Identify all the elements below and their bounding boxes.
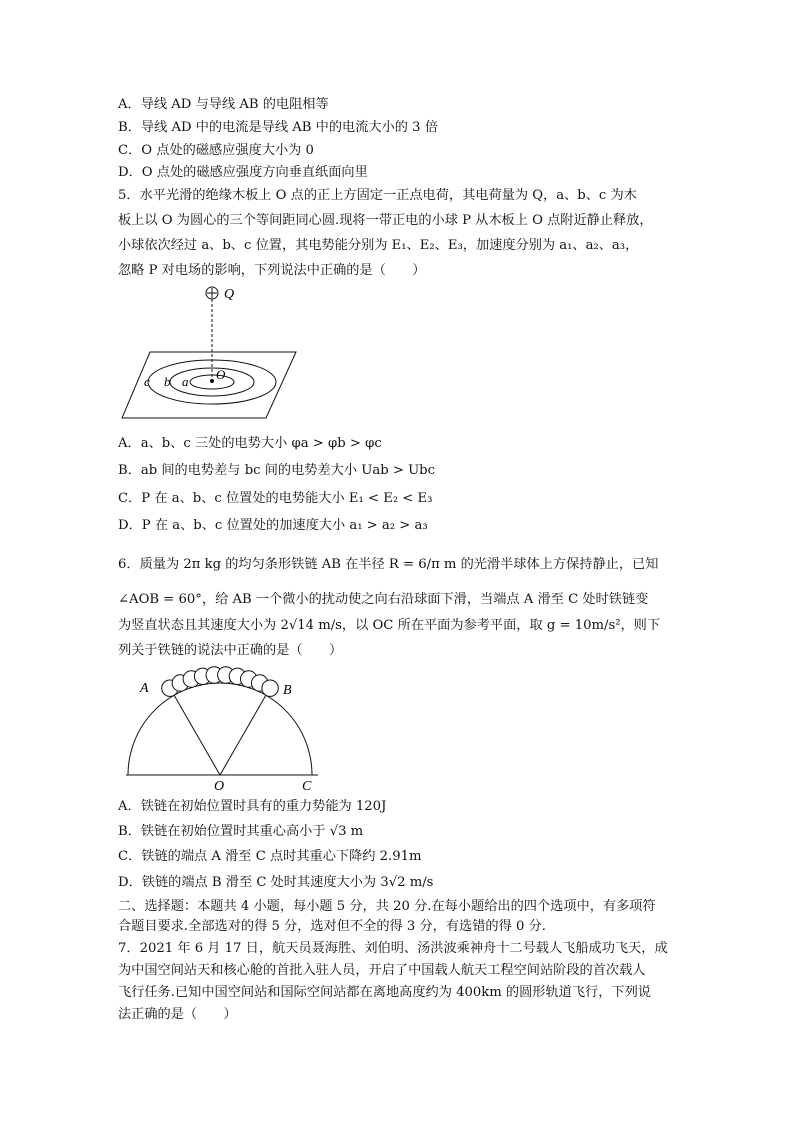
- q6-option-d: D．铁链的端点 B 滑至 C 处时其速度大小为 3√2 m/s: [118, 875, 434, 890]
- q4-option-c: C．O 点处的磁感应强度大小为 0: [118, 143, 314, 158]
- q6-figure: [118, 662, 328, 792]
- label-O: O: [214, 779, 225, 792]
- q6-stem-line-4: 列关于铁链的说法中正确的是（ ）: [118, 643, 343, 658]
- radius-oa: [174, 695, 220, 775]
- q5-stem-line-2: 板上以 O 为圆心的三个等间距同心圆.现将一带正电的小球 P 从木板上 O 点附近静止释放，: [118, 213, 653, 228]
- q4-option-b: B．导线 AD 中的电流是导线 AB 中的电流大小的 3 倍: [118, 120, 438, 135]
- q5-option-a: A．a、b、c 三处的电势大小 φa > φb > φc: [118, 436, 382, 451]
- q5-figure: [118, 282, 308, 422]
- q7-stem-line-4: 法正确的是（ ）: [118, 1007, 237, 1022]
- section-2-line-1: 二、选择题：本题共 4 小题，每小题 5 分，共 20 分.在每小题给出的四个选项中，有多项符: [118, 899, 656, 914]
- label-C: C: [302, 779, 312, 792]
- q4-option-a: A．导线 AD 与导线 AB 的电阻相等: [118, 97, 329, 112]
- q5-stem-line-3: 小球依次经过 a、b、c 位置，其电势能分别为 E₁、E₂、E₃，加速度分别为 a₁、a₂、a₃，: [118, 238, 639, 253]
- q6-stem-line-2: ∠AOB = 60°，给 AB 一个微小的扰动使之向右沿球面下滑，当端点 A 滑至 C 处时铁链变: [118, 592, 649, 607]
- radius-ob: [220, 695, 266, 775]
- q5-option-c: C．P 在 a、b、c 位置处的电势能大小 E₁ < E₂ < E₃: [118, 491, 433, 506]
- center-label: O: [216, 367, 226, 382]
- label-a: a: [182, 374, 189, 389]
- q6-option-b: B．铁链在初始位置时其重心高小于 √3 m: [118, 824, 364, 839]
- label-b: b: [164, 374, 171, 389]
- q5-option-b: B．ab 间的电势差与 bc 间的电势差大小 Uab > Ubc: [118, 463, 436, 478]
- q7-stem-line-1: 7．2021 年 6 月 17 日，航天员聂海胜、刘伯明、汤洪波乘神舟十二号载人飞船成功飞天，成: [118, 941, 668, 956]
- q4-option-d: D．O 点处的磁感应强度方向垂直纸面向里: [118, 165, 368, 180]
- chain: [162, 667, 279, 697]
- q6-option-c: C．铁链的端点 A 滑至 C 点时其重心下降约 2.91m: [118, 849, 422, 864]
- q7-stem-line-2: 为中国空间站天和核心舱的首批入驻人员，开启了中国载人航天工程空间站阶段的首次载人: [118, 963, 646, 978]
- q6-stem-line-1: 6．质量为 2π kg 的均匀条形铁链 AB 在半径 R = 6/π m 的光滑半球体上方保持静止，已知: [118, 557, 659, 572]
- q6-option-a: A．铁链在初始位置时具有的重力势能为 120J: [118, 799, 387, 814]
- center-dot: [210, 379, 214, 383]
- charge-label: Q: [224, 287, 235, 302]
- q5-stem-line-4: 忽略 P 对电场的影响，下列说法中正确的是（ ）: [118, 263, 426, 278]
- chain-bead: [262, 680, 278, 696]
- label-B: B: [283, 683, 292, 698]
- q5-option-d: D．P 在 a、b、c 位置处的加速度大小 a₁ > a₂ > a₃: [118, 518, 428, 533]
- label-A: A: [140, 681, 149, 696]
- q6-stem-line-3: 为竖直状态且其速度大小为 2√14 m/s，以 OC 所在平面为参考平面，取 g = 10m/s²，则下: [118, 618, 661, 633]
- q5-stem-line-1: 5．水平光滑的绝缘木板上 O 点的正上方固定一正点电荷，其电荷量为 Q，a、b、c 为木: [118, 188, 637, 203]
- section-2-line-2: 合题目要求.全部选对的得 5 分，选对但不全的得 3 分，有选错的得 0 分.: [118, 919, 546, 934]
- label-c: c: [144, 374, 150, 389]
- q7-stem-line-3: 飞行任务.已知中国空间站和国际空间站都在离地高度约为 400km 的圆形轨道飞行，下列说: [118, 985, 651, 1000]
